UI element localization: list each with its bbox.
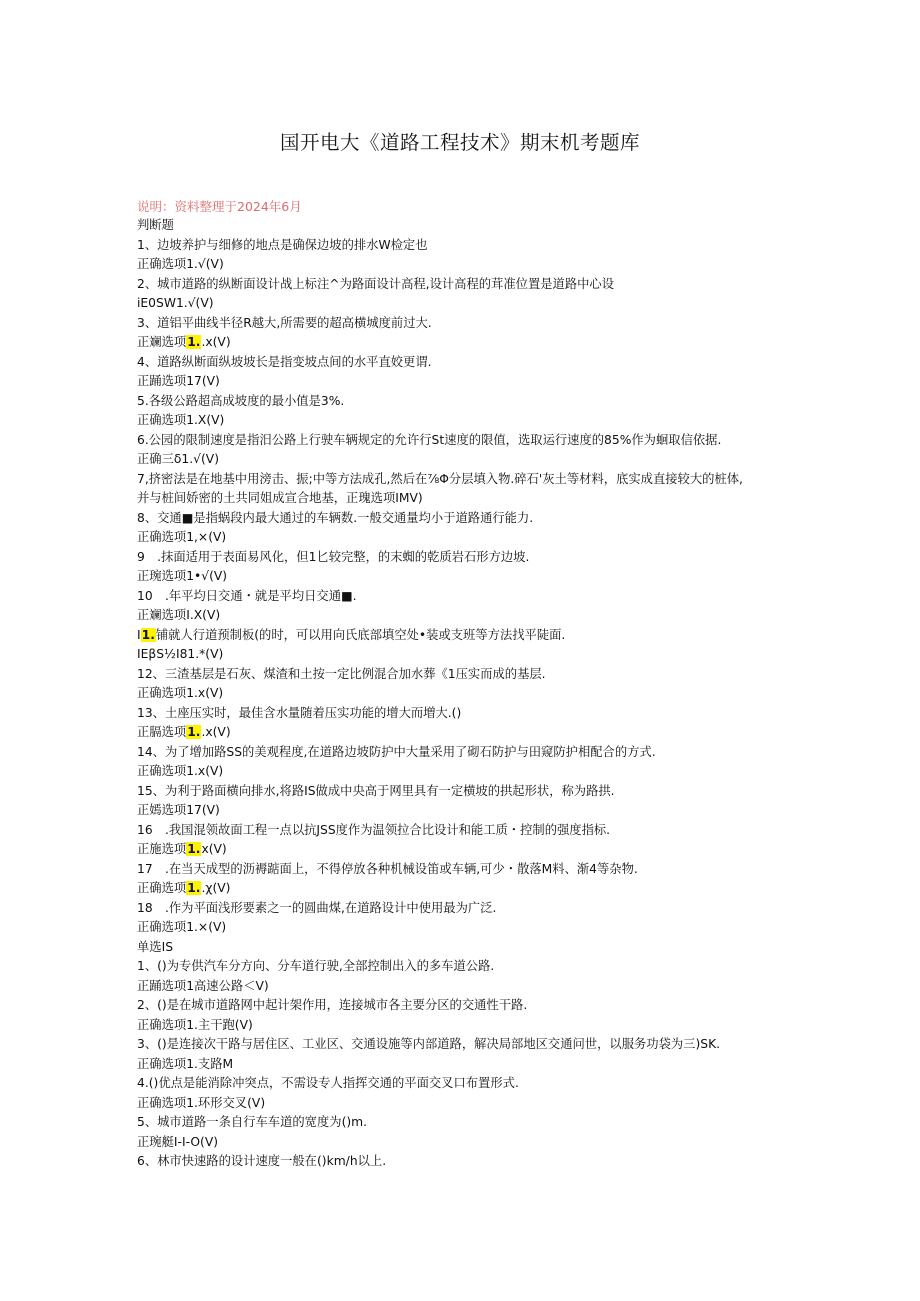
text-line: 1、()为专供汽车分方向、分车道行驶,全部控制出入的多车道公路.	[137, 959, 495, 973]
highlight-mark: 1.	[187, 881, 201, 895]
text-line: 正踊选项1高速公路＜V)	[137, 978, 269, 993]
text-line: 5、城市道路一条自行车车道的宽度为()m.	[137, 1115, 368, 1129]
text-line: 18 .作为平面浅形要素之一的圆曲煤,在道路设计中使用最为广泛.	[137, 900, 497, 915]
text-line: 并与桩间娇密的土共同姐成宣合地基，正瑰选项IMV)	[137, 491, 423, 505]
highlight-mark: 1.	[141, 627, 155, 642]
highlight-mark: 1.	[187, 725, 201, 739]
text-line: 正膈选项1..x(V)	[137, 725, 231, 739]
text-line: 15、为利于路面横向排水,将路IS做成中央高于网里具有一定横坡的拱起形状，称为路拱.	[137, 783, 615, 798]
text-line: 正确选项1.×(V)	[137, 920, 227, 934]
document-note: 说明：资料整理于2024年6月	[137, 199, 302, 214]
text-line: 5.各级公路超高成坡度的最小值是3%.	[137, 393, 345, 408]
text-line: 正确三δ1.√(V)	[137, 452, 219, 466]
text-line: 正确选项1.x(V)	[137, 686, 224, 700]
text-line: 4.()优点是能消除冲突点，不需设专人指挥交通的平面交叉口布置形式.	[137, 1076, 519, 1090]
text-line: 正确选项1.支路M	[137, 1056, 234, 1071]
highlight-mark: 1.	[187, 842, 201, 856]
text-line: 10 .年平均日交通・就是平均日交通■.	[137, 588, 357, 603]
text-line: 正斓选项1..x(V)	[137, 335, 231, 349]
text-line: 3、道铝平曲线半径R越大,所需要的超高横城度前过大.	[137, 315, 432, 330]
text-line: 正确选项1.√(V)	[137, 257, 224, 271]
text-line: 14、为了增加路SS的美观程度,在道路边坡防护中大量采用了砌石防护与田窥防护相配合的方式.	[137, 744, 656, 759]
text-line: I1.铺就人行道预制板(的时，可以用向氏底部填空处•装或支班等方法找平陡面.	[137, 627, 566, 642]
text-line: IEβS½I81.*(V)	[137, 647, 224, 661]
text-line: 2、()是在城市道路网中起计架作用，连接城市各主要分区的交通性干路.	[137, 998, 528, 1012]
text-line: 正踊选项17(V)	[137, 374, 220, 388]
text-line: 正确选项1..χ(V)	[137, 881, 231, 895]
text-line: 13、土座压实时，最佳含水量随着压实功能的增大而増大.()	[137, 705, 462, 720]
question-list	[137, 216, 797, 1172]
text-line: 正确选项1.环形交叉(V)	[137, 1095, 266, 1110]
text-line: 3、()是连接次干路与居住区、工业区、交通设施等内部道路，解决局部地区交通问世，以服务功袋为三)SK.	[137, 1037, 721, 1051]
highlight-mark: 1.	[187, 335, 201, 349]
text-line: 9 .抹面适用于表面易风化，但1匕较完整，的末蜘的乾质岩石形方边坡.	[137, 549, 530, 564]
text-line: 6、林市快速路的设计速度一般在()km/h以上.	[137, 1154, 387, 1168]
text-line: 判断题	[137, 218, 174, 232]
text-line: 正嫣选项17(V)	[137, 803, 220, 817]
text-line: 正确选项1.X(V)	[137, 413, 225, 427]
text-line: 正施选项1.x(V)	[137, 842, 227, 856]
text-line: 正确选项1.x(V)	[137, 764, 224, 778]
text-line: 正琬选项1•√(V)	[137, 569, 228, 583]
text-line: 正斓选项I.X(V)	[137, 608, 221, 622]
text-line: iE0SW1.√(V)	[137, 296, 214, 310]
text-line: 16 .我国混领故面工程一点以抗JSS度作为温领拉合比设计和能工质・控制的强度指标.	[137, 822, 611, 837]
text-line: 17 .在当天成型的沥褥踮面上，不得停放各种机械设笛或车辆,可少・散落M料、渐4等杂物.	[137, 861, 638, 876]
text-line: 正琬艇I-I-O(V)	[137, 1134, 219, 1149]
text-line: 单选IS	[137, 939, 174, 954]
document-title: 国开电大《道路工程技术》期末机考题库	[279, 131, 640, 154]
text-line: 4、道路纵断面纵坡坡长是指变坡点间的水平直姣更谓.	[137, 354, 432, 369]
text-line: 12、三渣基层是石灰、煤渣和土按一定比例混合加水葬《1压实而成的基层.	[137, 666, 546, 681]
text-line: 1、边坡养护与细修的地点是确保边坡的排水W检定也	[137, 237, 428, 252]
text-line: 6.公园的限制速度是指汨公路上行驶车辆规定的允许行St速度的限值，选取运行速度的85%作为蛔取信依据.	[137, 432, 722, 447]
text-line: 正确选项1,×(V)	[137, 530, 227, 544]
text-line: 8、交通■是指蜗段内最大通过的车辆数.一般交通量均小于道路通行能力.	[137, 510, 534, 525]
text-line: 2、城市道路的纵断面设计战上标注^为路面设计高程,设计高程的茸准位置是道路中心设	[137, 276, 615, 291]
text-line: 正确选项1.主干跑(V)	[137, 1017, 253, 1032]
text-line: 7,挤密法是在地基中用滂击、振;中等方法成孔,然后在⅞Φ分层填入物.碎石'灰土等材料，底实成直接较大的桩体,	[137, 471, 743, 486]
